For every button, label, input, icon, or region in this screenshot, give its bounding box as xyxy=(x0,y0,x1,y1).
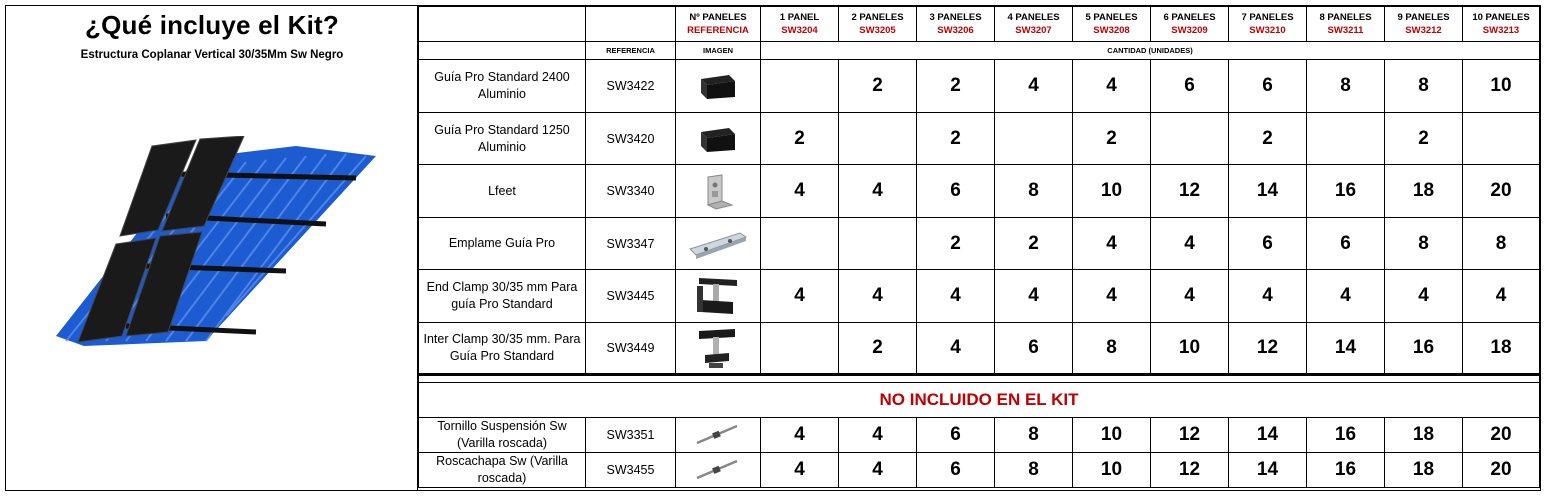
quantity-cell: 4 xyxy=(1073,60,1151,113)
kit-info-panel xyxy=(6,6,418,490)
quantity-cell: 4 xyxy=(761,453,839,488)
reference-cell: SW3455 xyxy=(586,453,676,488)
quantity-cell: 12 xyxy=(1151,453,1229,488)
quantity-cell: 2 xyxy=(1073,113,1151,165)
quantity-cell xyxy=(839,113,917,165)
quantity-cell: 6 xyxy=(1307,218,1385,270)
quantity-cell xyxy=(761,218,839,270)
quantity-cell: 2 xyxy=(917,218,995,270)
product-name-cell: Guía Pro Standard 1250 Aluminio xyxy=(419,113,586,165)
quantity-cell: 12 xyxy=(1151,418,1229,453)
threaded-rod-icon xyxy=(676,458,760,482)
section-spacer xyxy=(419,375,1540,383)
table-row xyxy=(419,60,1540,113)
quantity-cell: 4 xyxy=(1229,270,1307,323)
quantity-cell xyxy=(1151,113,1229,165)
quantity-cell: 18 xyxy=(1385,165,1463,218)
quantity-cell: 8 xyxy=(995,453,1073,488)
quantity-cell: 2 xyxy=(1229,113,1307,165)
quantity-cell xyxy=(1463,113,1540,165)
kit-header-cell: 10 PANELES SW3213 xyxy=(1463,7,1540,42)
table-row xyxy=(419,270,1540,323)
reference-cell: SW3347 xyxy=(586,218,676,270)
quantity-cell: 2 xyxy=(761,113,839,165)
product-name-cell: Inter Clamp 30/35 mm. Para Guía Pro Standard xyxy=(419,323,586,375)
quantity-cell: 4 xyxy=(995,270,1073,323)
quantity-cell: 10 xyxy=(1073,418,1151,453)
table-row xyxy=(419,418,1540,453)
roof-solar-panels-image xyxy=(56,136,376,356)
quantity-subheader: CANTIDAD (UNIDADES) xyxy=(761,42,1540,60)
not-included-items xyxy=(419,418,1540,488)
quantity-cell: 8 xyxy=(1463,218,1540,270)
quantity-cell: 4 xyxy=(839,418,917,453)
reference-cell: SW3340 xyxy=(586,165,676,218)
quantity-cell: 14 xyxy=(1229,418,1307,453)
quantity-cell xyxy=(995,113,1073,165)
quantity-cell: 16 xyxy=(1385,323,1463,375)
quantity-cell: 2 xyxy=(839,323,917,375)
quantity-cell: 2 xyxy=(839,60,917,113)
kit-header-cell: 9 PANELES SW3212 xyxy=(1385,7,1463,42)
quantity-cell: 8 xyxy=(1385,218,1463,270)
kit-header-cell: 2 PANELES SW3205 xyxy=(839,7,917,42)
kit-header-cell: 3 PANELES SW3206 xyxy=(917,7,995,42)
product-name-cell: Emplame Guía Pro xyxy=(419,218,586,270)
reference-cell: SW3422 xyxy=(586,60,676,113)
kit-header-cell: 7 PANELES SW3210 xyxy=(1229,7,1307,42)
quantity-cell: 12 xyxy=(1151,165,1229,218)
quantity-cell: 4 xyxy=(761,418,839,453)
black-rail-icon xyxy=(676,124,760,154)
quantity-cell: 6 xyxy=(917,418,995,453)
reference-subheader: REFERENCIA xyxy=(586,42,676,60)
product-name-cell: Guía Pro Standard 2400 Aluminio xyxy=(419,60,586,113)
quantity-cell: 8 xyxy=(1073,323,1151,375)
quantity-cell: 16 xyxy=(1307,165,1385,218)
quantity-cell: 2 xyxy=(917,60,995,113)
quantity-cell: 2 xyxy=(995,218,1073,270)
quantity-cell: 18 xyxy=(1463,323,1540,375)
reference-cell: SW3351 xyxy=(586,418,676,453)
quantity-cell: 20 xyxy=(1463,453,1540,488)
quantity-cell: 8 xyxy=(995,418,1073,453)
quantity-cell xyxy=(761,60,839,113)
quantity-cell: 4 xyxy=(761,165,839,218)
product-name-cell: Roscachapa Sw (Varilla roscada) xyxy=(419,453,586,488)
threaded-rod-icon xyxy=(676,423,760,447)
kit-header-cell: 4 PANELES SW3207 xyxy=(995,7,1073,42)
product-image-cell xyxy=(676,323,761,375)
quantity-cell: 6 xyxy=(1229,60,1307,113)
product-image-cell xyxy=(676,218,761,270)
black-rail-icon xyxy=(676,71,760,101)
quantity-cell: 20 xyxy=(1463,165,1540,218)
table-row xyxy=(419,453,1540,488)
quantity-cell: 4 xyxy=(995,60,1073,113)
quantity-cell: 16 xyxy=(1307,453,1385,488)
quantity-cell: 6 xyxy=(917,165,995,218)
quantity-cell: 4 xyxy=(917,270,995,323)
product-image-cell xyxy=(676,453,761,488)
quantity-cell: 14 xyxy=(1229,453,1307,488)
quantity-cell: 4 xyxy=(1151,218,1229,270)
inter-clamp-icon xyxy=(676,325,760,371)
quantity-cell: 4 xyxy=(1073,270,1151,323)
quantity-cell: 14 xyxy=(1307,323,1385,375)
kit-header-cell: 1 PANEL SW3204 xyxy=(761,7,839,42)
quantity-cell: 8 xyxy=(995,165,1073,218)
quantity-cell: 6 xyxy=(995,323,1073,375)
quantity-cell: 10 xyxy=(1151,323,1229,375)
product-image-cell xyxy=(676,165,761,218)
quantity-cell: 4 xyxy=(761,270,839,323)
product-subtitle: Estructura Coplanar Vertical 30/35Mm Sw Negro xyxy=(80,49,344,61)
reference-cell: SW3449 xyxy=(586,323,676,375)
quantity-cell: 6 xyxy=(1229,218,1307,270)
product-name-cell: Tornillo Suspensión Sw (Varilla roscada) xyxy=(419,418,586,453)
not-included-banner-row xyxy=(419,383,1540,418)
quantity-cell: 4 xyxy=(1151,270,1229,323)
kit-header-cell: 6 PANELES SW3209 xyxy=(1151,7,1229,42)
quantity-cell: 6 xyxy=(917,453,995,488)
quantity-cell: 4 xyxy=(1385,270,1463,323)
l-foot-icon xyxy=(676,171,760,211)
kit-quantity-table xyxy=(418,6,1540,488)
product-name-cell: Lfeet xyxy=(419,165,586,218)
subheader-row xyxy=(419,42,1540,60)
quantity-cell: 10 xyxy=(1073,453,1151,488)
quantity-cell: 18 xyxy=(1385,453,1463,488)
panels-header-cell: Nº PANELES REFERENCIA xyxy=(676,7,761,42)
included-items xyxy=(419,60,1540,375)
quantity-cell: 10 xyxy=(1463,60,1540,113)
table-row xyxy=(419,323,1540,375)
quantity-cell: 4 xyxy=(917,323,995,375)
table-row xyxy=(419,165,1540,218)
product-image-cell xyxy=(676,418,761,453)
quantity-cell: 4 xyxy=(1073,218,1151,270)
product-image-cell xyxy=(676,270,761,323)
page-title: ¿Qué incluye el Kit? xyxy=(85,10,339,40)
quantity-cell: 4 xyxy=(839,453,917,488)
kit-header-cell: 5 PANELES SW3208 xyxy=(1073,7,1151,42)
quantity-cell xyxy=(839,218,917,270)
quantity-cell: 8 xyxy=(1307,60,1385,113)
quantity-cell: 4 xyxy=(1463,270,1540,323)
reference-cell: SW3420 xyxy=(586,113,676,165)
image-subheader: IMAGEN xyxy=(676,42,761,60)
quantity-cell: 20 xyxy=(1463,418,1540,453)
header-row xyxy=(419,7,1540,42)
not-included-label: NO INCLUIDO EN EL KIT xyxy=(419,383,1540,418)
product-image-cell xyxy=(676,60,761,113)
rail-splice-icon xyxy=(676,229,760,259)
quantity-cell: 4 xyxy=(839,270,917,323)
quantity-cell: 6 xyxy=(1151,60,1229,113)
quantity-cell: 16 xyxy=(1307,418,1385,453)
quantity-cell: 14 xyxy=(1229,165,1307,218)
table-row xyxy=(419,113,1540,165)
quantity-cell: 4 xyxy=(1307,270,1385,323)
quantity-cell: 2 xyxy=(917,113,995,165)
product-image-cell xyxy=(676,113,761,165)
kit-header-cell: 8 PANELES SW3211 xyxy=(1307,7,1385,42)
product-name-cell: End Clamp 30/35 mm Para guía Pro Standard xyxy=(419,270,586,323)
quantity-cell: 2 xyxy=(1385,113,1463,165)
quantity-cell: 8 xyxy=(1385,60,1463,113)
reference-cell: SW3445 xyxy=(586,270,676,323)
quantity-cell xyxy=(761,323,839,375)
quantity-cell: 10 xyxy=(1073,165,1151,218)
end-clamp-icon xyxy=(676,274,760,318)
table-row xyxy=(419,218,1540,270)
quantity-cell: 12 xyxy=(1229,323,1307,375)
quantity-cell xyxy=(1307,113,1385,165)
quantity-cell: 18 xyxy=(1385,418,1463,453)
quantity-cell: 4 xyxy=(839,165,917,218)
